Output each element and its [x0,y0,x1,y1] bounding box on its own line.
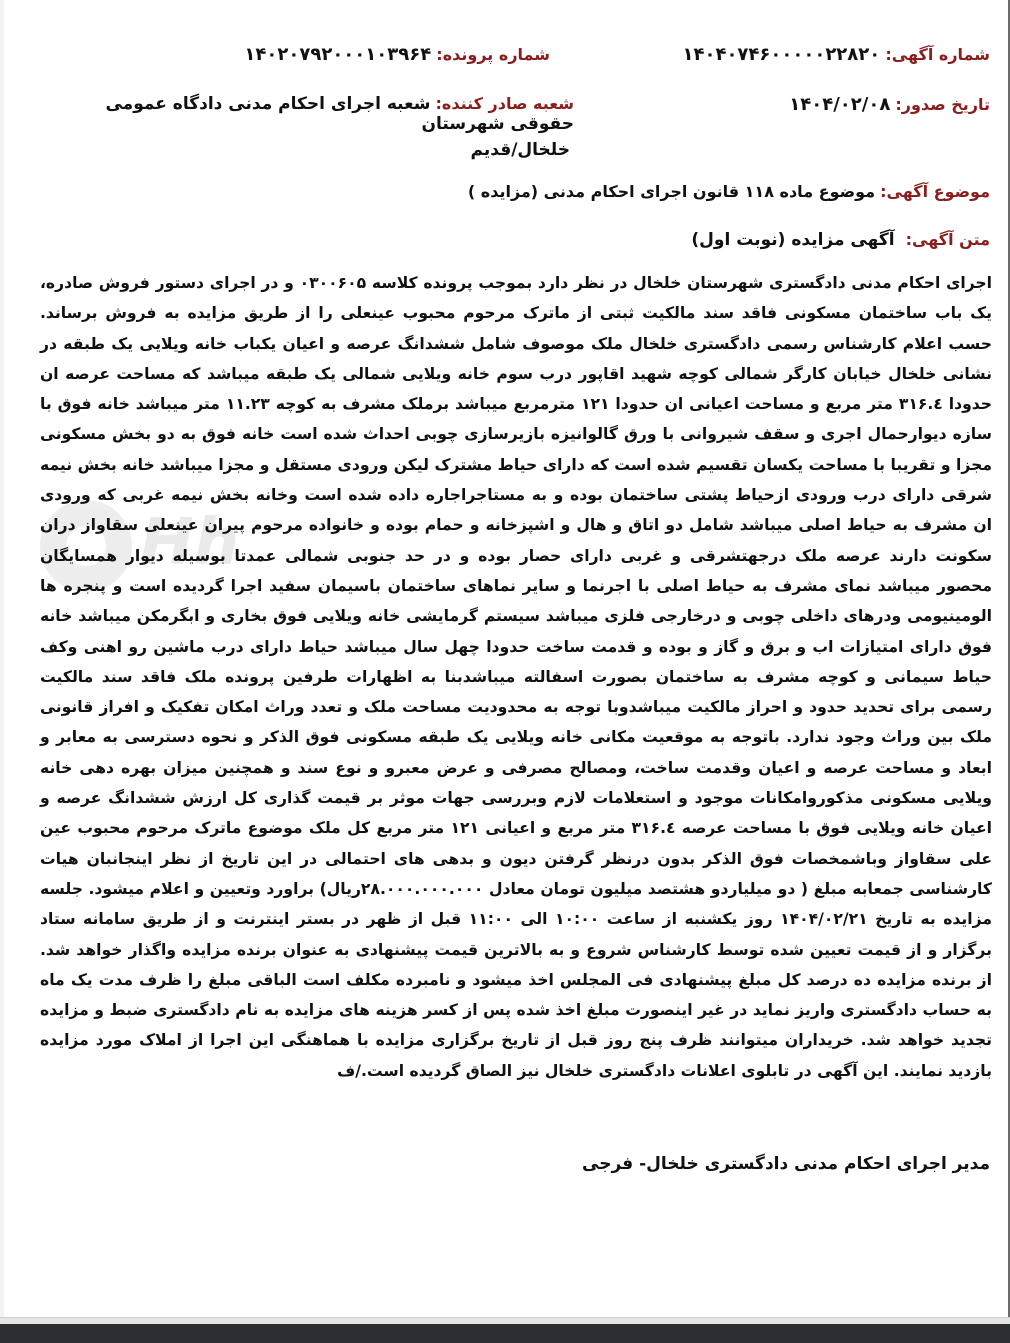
issuer-line1: شعبه اجرای احکام مدنی دادگاه عمومی حقوقی شهرستان [105,94,574,134]
case-number-value: ۱۴۰۲۰۷۹۲۰۰۰۱۰۳۹۶۴ [244,44,432,65]
issue-date-field [789,94,990,115]
subject-field [468,182,990,201]
content-heading: آگهی مزایده (نوبت اول) [691,230,895,250]
signature-line: مدیر اجرای احکام مدنی دادگستری خلخال- فرجی [582,1154,990,1174]
case-number-field [244,44,550,65]
content-label: متن آگهی: [905,230,990,249]
watermark-logo: Hh [40,478,460,618]
ad-number-label: شماره آگهی: [885,45,990,64]
ad-number-value: ۱۴۰۴۰۷۴۶۰۰۰۰۰۲۲۸۲۰ [682,44,881,65]
content-heading-field [691,230,990,250]
issuer-label: شعبه صادر کننده: [435,94,574,113]
case-number-label: شماره پرونده: [436,45,550,64]
subject-label: موضوع آگهی: [880,182,990,201]
notice-body: اجرای احکام مدنی دادگستری شهرستان خلخال در نظر دارد بموجب پرونده کلاسه ۰۳۰۰۶۰۵ و در اجرای دستور فروش صادره، یک باب ساختمان مسکونی فاقد سند مالکیت ثبتی از ماترک مرحوم محبوب عینعلی را از طریق مزایده به فروش برساند. حسب اعلام کارشناس رسمی دادگستری خلخال ملک موصوف شامل ششدانگ عرصه و اعیان یکباب خانه ویلایی یک طبقه در نشانی خلخال خیابان کارگر شمالی کوچه شهید اقاپور درب سوم خانه ویلایی شمالی یک طبقه میباشد که مساحت عرصه ان حدودا ۳۱۶.٤ متر مربع و مساحت اعیانی ان حدودا ۱۲۱ مترمربع میباشد برملک مشرف به کوچه ۱۱.۲۳ متر میباشد خانه فوق با سازه دیوارحمال اجری و سقف شیروانی با ورق گالوانیزه بازیرسازی چوبی احداث شده است خانه فوق به دو بخش مسکونی مجزا و تقریبا با مساحت یکسان تقسیم شده است که دارای حیاط مشترک لیکن ورودی مستقل و مجزا میباشد خانه بخش نیمه شرقی دارای درب ورودی ازحیاط پشتی ساختمان بوده و به مستاجراجاره داده شده است وخانه بخش نیمه غربی که ورودی ان مشرف به حیاط اصلی میباشد شامل دو اتاق و هال و اشپزخانه و حمام بوده و خانواده مرحوم پیران عینعلی سقاواز دران سکونت دارند عرصه ملک درجهتشرقی و غربی دارای حصار بوده و در حد جنوبی شمالی عمدتا بوسیله دیوار همسایگان محصور میباشد نمای مشرف به حیاط اصلی با اجرنما و سایر نماهای ساختمان باسیمان سفید اجرا گردیده است و پنجره ها الومینیومی ودرهای داخلی چوبی و درخارجی فلزی میباشد سیستم گرمایشی خانه ویلایی فوق بخاری و ابگرمکن میباشد خانه فوق دارای امتیازات اب و برق و گاز و بوده و قدمت ساخت حدودا چهل سال میباشد حیاط دارای درب ماشین رو اهنی وکف حیاط سیمانی و کوچه مشرف به ساختمان بصورت اسفالته میباشدبنا به اظهارات طرفین پرونده ملک فاقد سند مالکیت رسمی برای تحدید حدود و احراز مالکیت میباشدوبا توجه به محدودیت مساحت ملک و تعدد وراث امکان تفکیک و افراز قانونی ملک بین وراث وجود ندارد. باتوجه به موقعیت مکانی خانه ویلایی یک طبقه مسکونی فوق الذکر و نحوه دسترسی به معابر و ابعاد و مساحت عرصه و اعیان وقدمت ساخت، ومصالح مصرفی و عرض معبرو و نوع سند و همچنین میزان بهره دهی خانه ویلایی مسکونی مذکوروامکانات موجود و استعلامات لازم وبررسی جهات موثر بر قیمت گذاری کل ارزش ششدانگ عرصه و اعیان خانه ویلایی فوق با مساحت عرصه ۳۱۶.٤ متر مربع و اعیانی ۱۲۱ متر مربع کل ملک موضوع ماترک مرحوم محبوب عین علی سقاواز وباشمخصات فوق الذکر بدون درنظر گرفتن دیون و بدهی های احتمالی در این تاریخ از نظر اینجانبان هیات کارشناسی جمعابه مبلغ ( دو میلیاردو هشتصد میلیون تومان معادل ۲۸.۰۰۰.۰۰۰.۰۰۰ریال) براورد وتعیین و اعلام میشود. جلسه مزایده به تاریخ ۱۴۰۴/۰۲/۲۱ روز یکشنبه از ساعت ۱۰:۰۰ الی ۱۱:۰۰ قبل از ظهر در بستر اینترنت و از طریق سامانه ستاد برگزار و از قیمت تعیین شده توسط کارشناس شروع و به بالاترین قیمت پیشنهادی به عنوان برنده مزایده واگذار خواهد شد. از برنده مزایده ده درصد کل مبلغ پیشنهادی فی المجلس اخذ میشود و نامبرده مکلف است الباقی مبلغ را ظرف مدت یک ماه به حساب دادگستری واریز نماید در غیر اینصورت مبلغ اخذ شده پس از کسر هزینه های مزایده به نام دادگستری ضبط و مزایده تجدید خواهد شد. خریداران میتوانند ظرف پنج روز قبل از تاریخ برگزاری مزایده با هماهنگی این اجرا از املاک مورد مزایده بازدید نمایند. این آگهی در تابلوی اعلانات دادگستری خلخال نیز الصاق گردیده است./ف [40,274,993,1080]
bottom-bar [0,1317,1010,1343]
ad-number-field [683,44,991,65]
issue-date-label: تاریخ صدور: [895,95,990,114]
issue-date-value: ۱۴۰۴/۰۲/۰۸ [789,94,891,115]
issuer-field [64,94,574,160]
subject-text: موضوع ماده ۱۱۸ قانون اجرای احکام مدنی (مزایده ) [467,182,876,201]
issuer-line2: خلخال/قدیم [470,140,570,160]
